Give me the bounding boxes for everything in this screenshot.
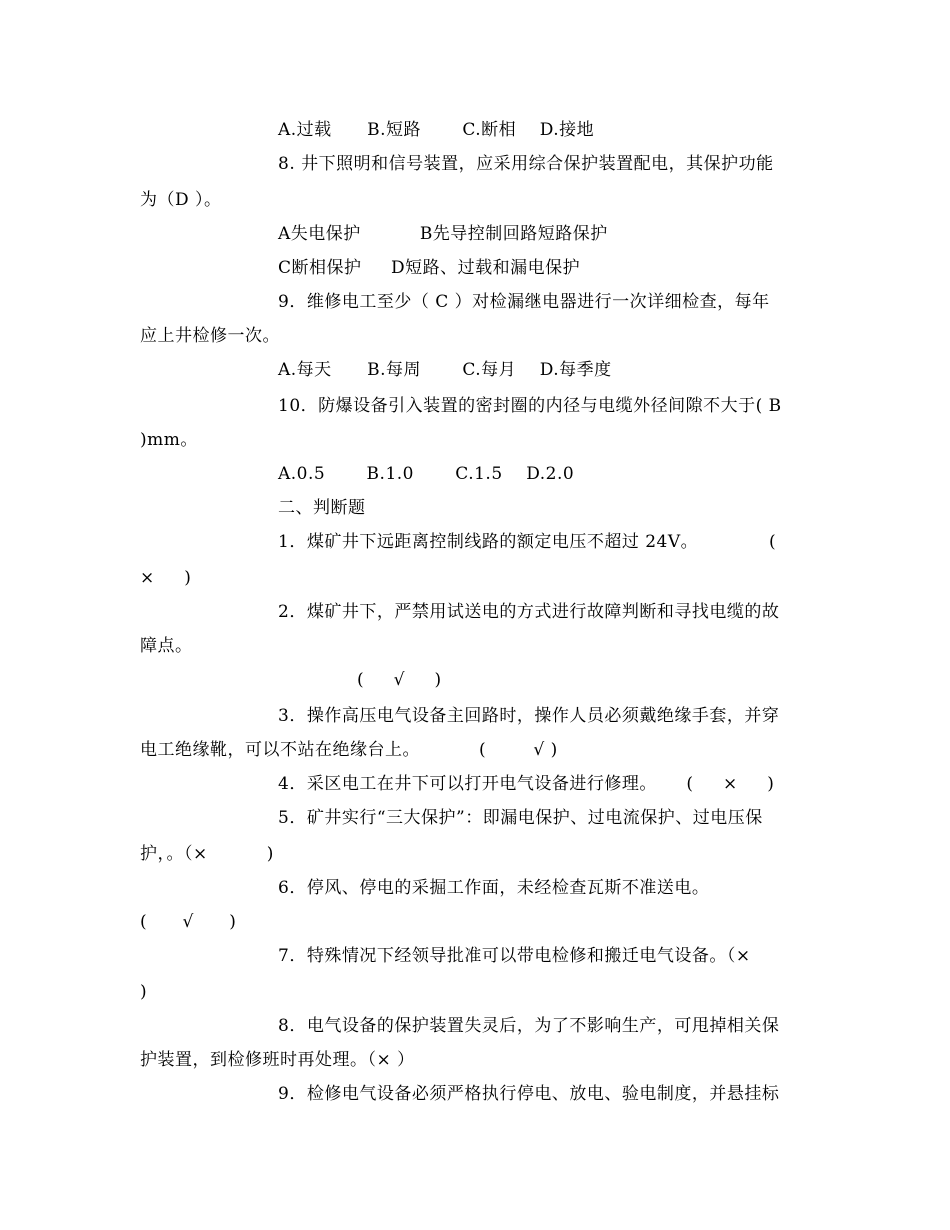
- q8-question-cont: 为（D ）。: [140, 190, 222, 210]
- q10-question-cont: )mm。: [140, 430, 198, 450]
- q9-question: 9．维修电工至少（ C ）对检漏继电器进行一次详细检查，每年: [278, 292, 770, 312]
- tf1-answer: × ): [140, 568, 192, 588]
- tf4-statement: 4．采区电工在井下可以打开电气设备进行修理。 ( × ): [278, 774, 775, 794]
- tf7-answer: ): [140, 982, 148, 1002]
- tf3-statement-cont: 电工绝缘靴，可以不站在绝缘台上。 ( √ ): [140, 740, 558, 760]
- q8-options-a-b: A失电保护 B先导控制回路短路保护: [278, 224, 608, 244]
- tf5-statement: 5．矿井实行“三大保护”：即漏电保护、过电流保护、过电压保: [278, 808, 763, 828]
- q8-options-c-d: C断相保护 D短路、过载和漏电保护: [278, 258, 581, 278]
- q9-question-cont: 应上井检修一次。: [140, 326, 280, 346]
- tf6-statement: 6．停风、停电的采掘工作面，未经检查瓦斯不准送电。: [278, 878, 710, 898]
- tf5-statement-cont: 护，。（× ): [140, 844, 274, 864]
- tf2-statement: 2．煤矿井下，严禁用试送电的方式进行故障判断和寻找电缆的故: [278, 602, 780, 622]
- tf1-statement: 1．煤矿井下远距离控制线路的额定电压不超过 24V。 (: [278, 532, 777, 552]
- q9-options: A.每天 B.每周 C.每月 D.每季度: [278, 360, 612, 380]
- tf8-statement: 8．电气设备的保护装置失灵后，为了不影响生产，可甩掉相关保: [278, 1016, 780, 1036]
- tf8-statement-cont: 护装置，到检修班时再处理。（× ）: [140, 1050, 415, 1070]
- tf2-answer: ( √ ): [357, 670, 442, 690]
- q10-question: 10．防爆设备引入装置的密封圈的内径与电缆外径间隙不大于( B: [278, 396, 782, 416]
- q8-question: 8. 井下照明和信号装置，应采用综合保护装置配电，其保护功能: [278, 154, 774, 174]
- tf2-statement-cont: 障点。: [140, 636, 193, 656]
- tf9-statement: 9．检修电气设备必须严格执行停电、放电、验电制度，并悬挂标: [278, 1084, 780, 1104]
- q10-options: A.0.5 B.1.0 C.1.5 D.2.0: [278, 464, 575, 484]
- section-heading: 二、判断题: [278, 498, 366, 518]
- tf7-statement: 7．特殊情况下经领导批准可以带电检修和搬迁电气设备。（×: [278, 946, 751, 966]
- q7-options: A.过载 B.短路 C.断相 D.接地: [278, 120, 595, 140]
- tf6-answer: ( √ ): [140, 912, 237, 932]
- tf3-statement: 3．操作高压电气设备主回路时，操作人员必须戴绝缘手套，并穿: [278, 706, 780, 726]
